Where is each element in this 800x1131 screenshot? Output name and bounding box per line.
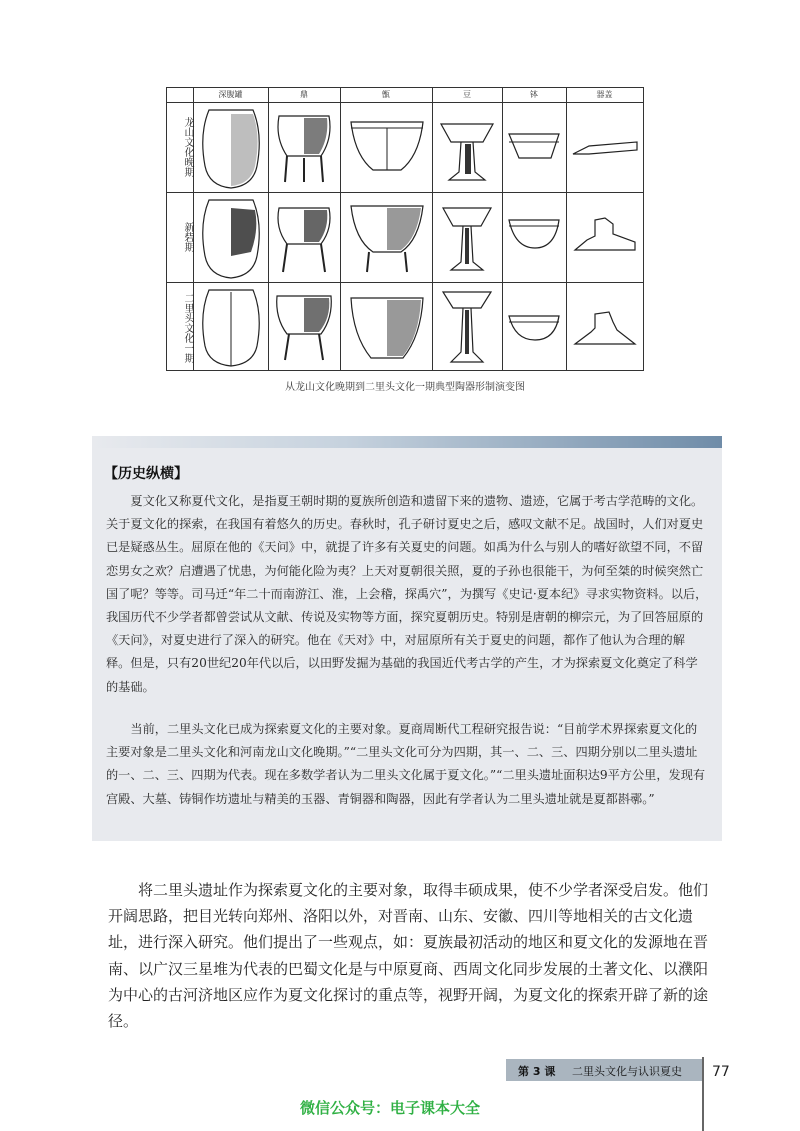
ding-drawing (271, 288, 337, 366)
sidebar-paragraph: 当前，二里头文化已成为探索夏文化的主要对象。夏商周断代工程研究报告说：“目前学术界探索夏文化的主要对象是二里头文化和河南龙山文化晚期。”“二里头文化可分为四期，其一、二、三、四期分别以二里头遗址的一、二、三、四期为代表。现在多数学者认为二里头文化属于夏文化。”“二里头遗址面积达9平方公里，发现有宫殿、大墓、铸铜作坊遗址与精美的玉器、青铜器和陶器，因此有学者认为二里头遗址就是夏都斟鄩。” (106, 722, 706, 806)
page-number: 77 (712, 1064, 730, 1080)
pottery-evolution-figure (166, 87, 644, 371)
dou-drawing (435, 204, 499, 276)
zeng-drawing (345, 116, 429, 178)
bo-drawing (505, 128, 563, 164)
jar-drawing (195, 286, 267, 368)
figure-header-row (167, 88, 643, 103)
zeng-drawing (345, 292, 429, 366)
lesson-tab (506, 1059, 702, 1081)
bo-drawing (505, 310, 563, 346)
col-header: 豆 (463, 90, 471, 99)
ding-drawing (271, 200, 337, 278)
col-header: 深腹罐 (218, 90, 243, 99)
row-label: 新砦期 (182, 222, 193, 252)
jar-drawing (195, 196, 267, 280)
lid-drawing (569, 132, 641, 160)
figure-caption: 从龙山文化晚期到二里头文化一期典型陶器形制演变图 (285, 382, 525, 393)
col-header: 器盖 (596, 90, 613, 99)
col-header: 甑 (382, 90, 390, 99)
zeng-drawing (345, 200, 429, 278)
col-header: 鼎 (300, 90, 308, 99)
row-label: 龙山文化晚期 (182, 117, 193, 177)
sidebar-top-bar (92, 436, 722, 448)
sidebar-title: 【历史纵横】 (104, 466, 188, 482)
watermark-text: 微信公众号：电子课本大全 (300, 1099, 481, 1117)
dou-drawing (435, 118, 499, 184)
col-header: 钵 (530, 90, 538, 99)
lid-drawing (569, 212, 641, 256)
jar-drawing (195, 106, 267, 190)
lesson-number: 第 3 课 (518, 1065, 556, 1078)
ding-drawing (271, 108, 337, 188)
dou-drawing (435, 288, 499, 368)
history-sidebar-box (92, 436, 722, 841)
sidebar-paragraph: 夏文化又称夏代文化，是指夏王朝时期的夏族所创造和遗留下来的遗物、遗迹，它属于考古学范畴的文化。关于夏文化的探索，在我国有着悠久的历史。春秋时，孔子研讨夏史之后，感叹文献不足。战国时，人们对夏史已是疑惑丛生。屈原在他的《天问》中，就提了许多有关夏史的问题。如禹为什么与别人的嗜好欲望不同，不留恋男女之欢？启遭遇了忧患，为何能化险为夷？上天对夏朝很关照，夏的子孙也很能干，为何至桀的时候突然亡国了呢？等等。司马迁“年二十而南游江、淮，上会稽，探禹穴”，为撰写《史记·夏本纪》寻求实物资料。以后，我国历代不少学者都曾尝试从文献、传说及实物等方面，探究夏朝历史。特别是唐朝的柳宗元，为了回答屈原的《天问》，对夏史进行了深入的研究。他在《天对》中，对屈原所有关于夏史的问题，都作了他认为合理的解释。但是，只有20世纪20年代以后，以田野发掘为基础的我国近代考古学的产生，才为探索夏文化奠定了科学的基础。 (106, 494, 708, 694)
row-label: 二里头文化一期 (182, 293, 193, 363)
bo-drawing (505, 214, 563, 254)
body-paragraph: 将二里头遗址作为探索夏文化的主要对象，取得丰硕成果，使不少学者深受启发。他们开阔思路，把目光转向郑州、洛阳以外，对晋南、山东、安徽、四川等地相关的古文化遗址，进行深入研究。他们提出了一些观点，如：夏族最初活动的地区和夏文化的发源地在晋南、以广汉三星堆为代表的巴蜀文化是与中原夏商、西周文化同步发展的土著文化、以濮阳为中心的古河济地区应作为夏文化探讨的重点等，视野开阔，为夏文化的探索开辟了新的途径。 (108, 881, 709, 1031)
lid-drawing (569, 306, 641, 350)
lesson-title: 二里头文化与认识夏史 (572, 1065, 682, 1078)
footer-divider (702, 1057, 704, 1131)
